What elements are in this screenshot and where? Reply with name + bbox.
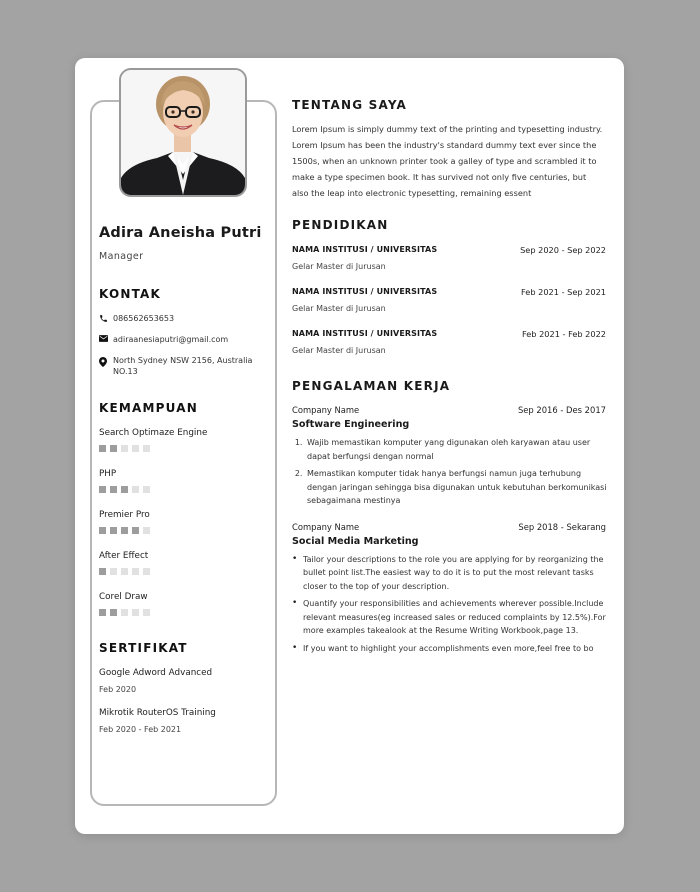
profile-portrait-icon	[121, 70, 245, 195]
skill-rating	[99, 568, 269, 575]
skill-name: PHP	[99, 469, 117, 479]
education-item	[292, 287, 608, 329]
profile-name: Adira Aneisha Putri	[99, 225, 262, 241]
skill-rating-square	[132, 568, 139, 575]
phone-icon	[99, 313, 113, 323]
job-position: Software Engineering	[292, 419, 410, 430]
skill-rating-square	[143, 609, 150, 616]
profile-role: Manager	[99, 251, 144, 262]
skill-item	[99, 510, 269, 534]
skills-title: KEMAMPUAN	[99, 401, 198, 415]
skill-item	[99, 592, 269, 616]
resume-page	[75, 58, 624, 834]
education-date: Feb 2021 - Sep 2021	[521, 287, 606, 297]
skill-rating-square	[143, 527, 150, 534]
skill-rating	[99, 609, 269, 616]
job-duty: 2. Memastikan komputer tidak hanya berfungsi namun juga terhubung dengan jaringan sehingga bisa digunakan untuk kebutuhan berkomunikasi sebagaimana mestinya	[305, 467, 608, 508]
skill-rating	[99, 445, 269, 452]
profile-photo	[119, 68, 247, 197]
skill-name: After Effect	[99, 551, 149, 561]
skill-rating-square	[110, 609, 117, 616]
skills-list	[99, 428, 269, 616]
education-institution: NAMA INSTITUSI / UNIVERSITAS	[292, 329, 438, 338]
job-position: Social Media Marketing	[292, 535, 419, 547]
skill-rating-square	[143, 486, 150, 493]
job-item	[292, 405, 608, 508]
contact-phone-text: 086562653653	[113, 314, 175, 323]
skill-rating-square	[143, 568, 150, 575]
job-duty: • Quantify your responsibilities and achievements wherever possible.Include relevant measures(eg increased sales or reduced complaints by 12.5%).For more examples takealook at the Resume Writing Workbook,page 13.	[302, 597, 608, 638]
skill-rating-square	[99, 486, 106, 493]
skill-item	[99, 551, 269, 575]
job-company: Company Name	[292, 405, 360, 415]
skill-rating-square	[110, 527, 117, 534]
job-duties	[292, 436, 608, 508]
contact-email	[99, 334, 269, 345]
job-date: Sep 2016 - Des 2017	[517, 405, 606, 415]
certificate-item	[99, 668, 269, 694]
contact-email-text: adiraanesiaputri@gmail.com	[113, 335, 229, 344]
skill-rating-square	[99, 445, 106, 452]
skill-rating-square	[99, 568, 106, 575]
skill-rating-square	[110, 568, 117, 575]
skill-rating-square	[121, 609, 128, 616]
job-item	[292, 522, 608, 656]
job-date: Sep 2018 - Sekarang	[518, 521, 606, 532]
certificate-date: Feb 2020 - Feb 2021	[99, 725, 182, 734]
skill-rating-square	[110, 445, 117, 452]
education-institution: NAMA INSTITUSI / UNIVERSITAS	[292, 245, 438, 254]
certificate-date: Feb 2020	[99, 685, 137, 694]
education-item	[292, 329, 608, 371]
skill-rating-square	[121, 486, 128, 493]
contact-address	[99, 355, 269, 377]
contact-section	[99, 287, 269, 387]
education-date: Sep 2020 - Sep 2022	[520, 245, 606, 255]
job-duty: • If you want to highlight your accomplishments even more,feel free to bo	[302, 642, 608, 656]
skill-rating	[99, 486, 269, 493]
skill-rating-square	[132, 609, 139, 616]
skill-name: Premier Pro	[99, 510, 150, 520]
main-content	[292, 98, 608, 659]
contact-title: KONTAK	[99, 287, 162, 301]
certificate-name: Google Adword Advanced	[99, 668, 213, 678]
job-duty: 1. Wajib memastikan komputer yang digunakan oleh karyawan atau user dapat berfungsi dengan normal	[305, 436, 608, 463]
skill-rating-square	[99, 609, 106, 616]
skill-name: Search Optimaze Engine	[99, 428, 208, 438]
skill-rating-square	[132, 527, 139, 534]
skill-rating-square	[121, 568, 128, 575]
contact-phone	[99, 313, 269, 324]
certificate-name: Mikrotik RouterOS Training	[99, 708, 216, 718]
skill-rating	[99, 527, 269, 534]
skill-rating-square	[132, 445, 139, 452]
education-title: PENDIDIKAN	[292, 218, 389, 232]
skill-rating-square	[121, 445, 128, 452]
education-institution: NAMA INSTITUSI / UNIVERSITAS	[292, 287, 438, 296]
skill-name: Corel Draw	[99, 592, 148, 602]
skill-rating-square	[143, 445, 150, 452]
job-duties	[292, 553, 608, 656]
education-degree: Gelar Master di Jurusan	[292, 346, 386, 355]
skill-rating-square	[99, 527, 106, 534]
skill-rating-square	[121, 527, 128, 534]
job-company: Company Name	[292, 521, 360, 532]
certificate-item	[99, 708, 269, 734]
skills-section	[99, 401, 269, 633]
skill-rating-square	[132, 486, 139, 493]
certificates-section	[99, 641, 269, 748]
skill-item	[99, 428, 269, 452]
experience-title: PENGALAMAN KERJA	[292, 379, 451, 393]
education-degree: Gelar Master di Jurusan	[292, 262, 386, 271]
education-item	[292, 245, 608, 287]
education-degree: Gelar Master di Jurusan	[292, 304, 386, 313]
mail-icon	[99, 334, 113, 342]
job-duty: • Tailor your descriptions to the role you are applying for by reorganizing the bullet point list.The easiest way to do it is to put the most relevant tasks closer to the top of your description.	[302, 553, 608, 594]
about-text: Lorem Ipsum is simply dummy text of the printing and typesetting industry. Lorem Ipsum has been the industry's standard dummy text ever since the 1500s, when an unknown printer took a galley of type and scrambled it to make a type specimen book. It has survived not only five centuries, but also the leap into electronic typesetting, remaining essent	[292, 124, 603, 198]
contact-address-text: North Sydney NSW 2156, Australia NO.13	[113, 356, 253, 376]
certificates-title: SERTIFIKAT	[99, 641, 188, 655]
education-date: Feb 2021 - Feb 2022	[521, 329, 606, 339]
location-pin-icon	[99, 355, 113, 367]
skill-item	[99, 469, 269, 493]
about-title: TENTANG SAYA	[292, 98, 408, 112]
skill-rating-square	[110, 486, 117, 493]
